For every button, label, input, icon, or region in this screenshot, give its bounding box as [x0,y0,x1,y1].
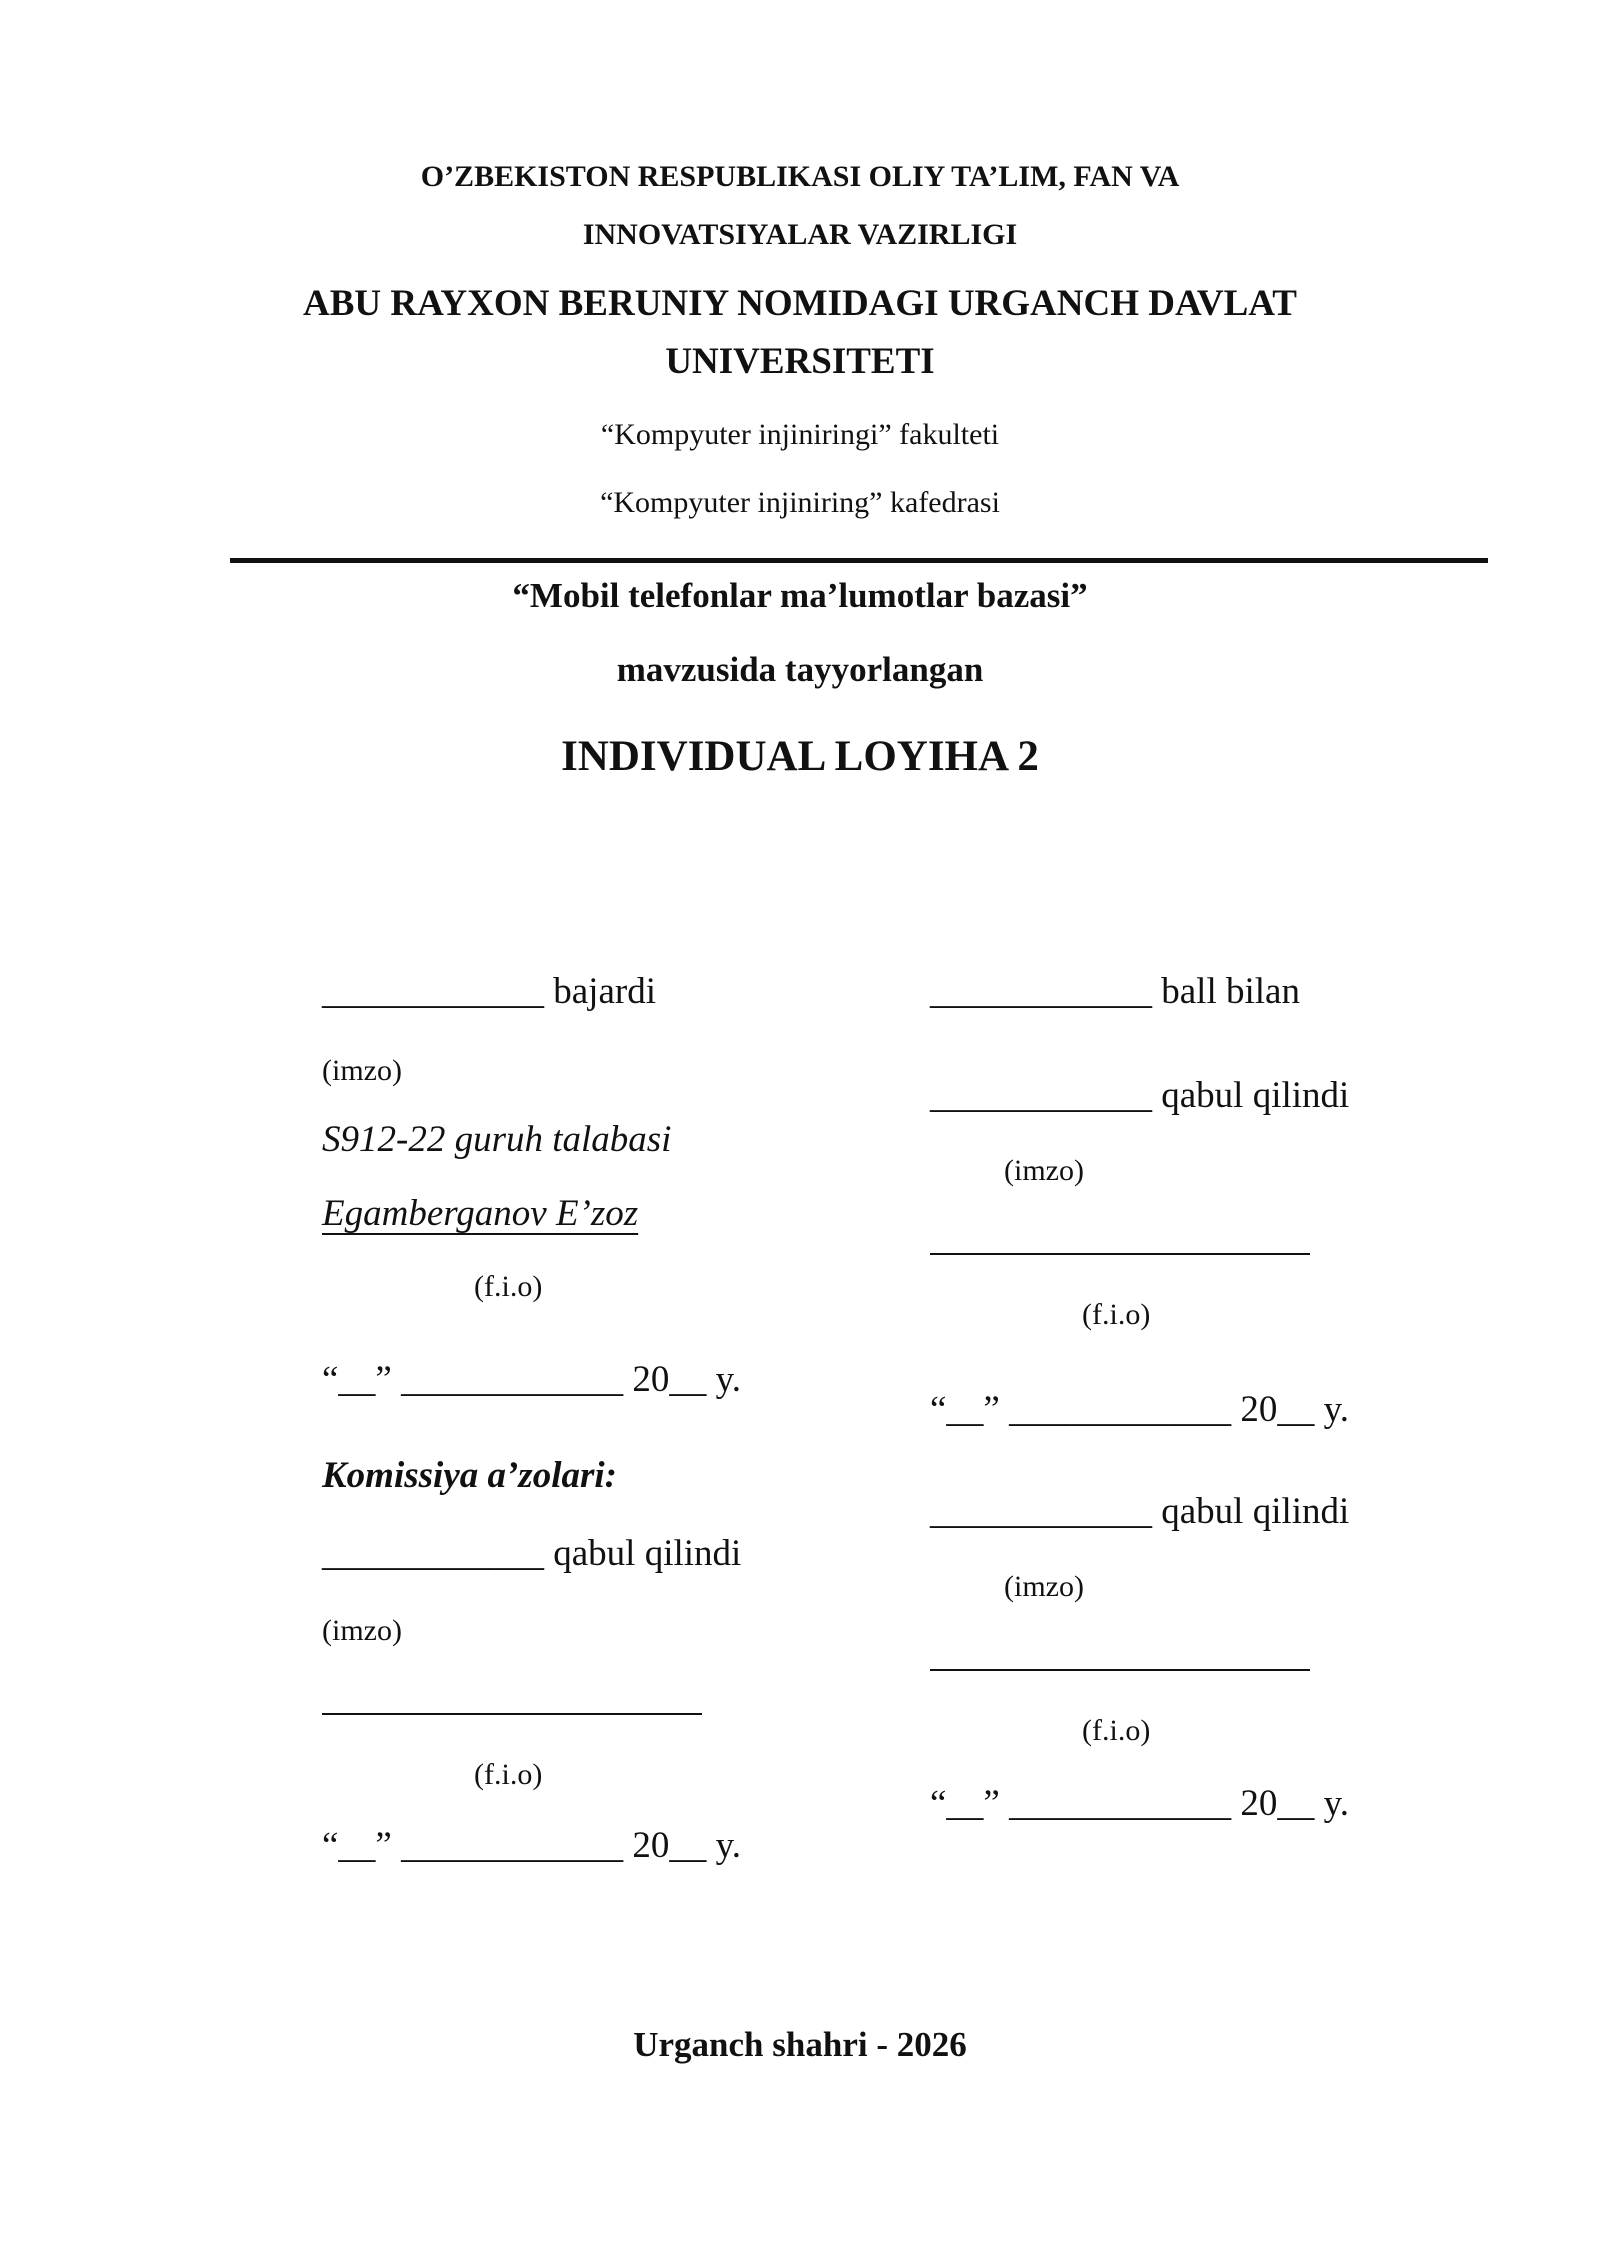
student-name: Egamberganov E’zoz [322,1193,639,1234]
fio-blank-line [930,1669,1310,1671]
faculty-name: “Kompyuter injiniringi” fakulteti [600,418,1000,451]
date-line: “__” ____________ 20__ y. [930,1783,1349,1824]
fio-caption: (f.i.o) [1082,1298,1151,1331]
commission-heading: Komissiya a’zolari: [322,1455,617,1496]
fio-blank-line [930,1253,1310,1255]
date-line: “__” ____________ 20__ y. [322,1359,741,1400]
fio-caption: (f.i.o) [474,1758,543,1791]
ministry-line-1: O’ZBEKISTON RESPUBLIKASI OLIY TA’LIM, FAN VA [420,160,1180,193]
university-line-1: ABU RAYXON BERUNIY NOMIDAGI URGANCH DAVLAT [303,283,1297,324]
signature-caption: (imzo) [322,1614,402,1647]
university-line-2: UNIVERSITETI [665,341,935,382]
city-year: Urganch shahri - 2026 [633,2025,967,2064]
bajardi-line: ____________ bajardi [322,971,656,1012]
project-topic-suffix: mavzusida tayyorlangan [616,650,984,689]
fio-blank-line [322,1713,702,1715]
accepted-line: ____________ qabul qilindi [930,1075,1350,1116]
accepted-line: ____________ qabul qilindi [930,1491,1350,1532]
fio-caption: (f.i.o) [1082,1714,1151,1747]
date-line: “__” ____________ 20__ y. [322,1825,741,1866]
department-name: “Kompyuter injiniring” kafedrasi [600,486,1000,519]
fio-caption: (f.i.o) [474,1270,543,1303]
accepted-line: ____________ qabul qilindi [322,1533,742,1574]
score-line: ____________ ball bilan [930,971,1300,1012]
date-line: “__” ____________ 20__ y. [930,1389,1349,1430]
signature-caption: (imzo) [1004,1154,1084,1187]
signature-caption: (imzo) [322,1054,402,1087]
signature-caption: (imzo) [1004,1570,1084,1603]
student-group: S912-22 guruh talabasi [322,1119,672,1160]
header-divider [230,558,1488,563]
project-title: INDIVIDUAL LOYIHA 2 [561,733,1039,780]
ministry-line-2: INNOVATSIYALAR VAZIRLIGI [582,218,1018,251]
project-topic: “Mobil telefonlar ma’lumotlar bazasi” [512,576,1088,615]
